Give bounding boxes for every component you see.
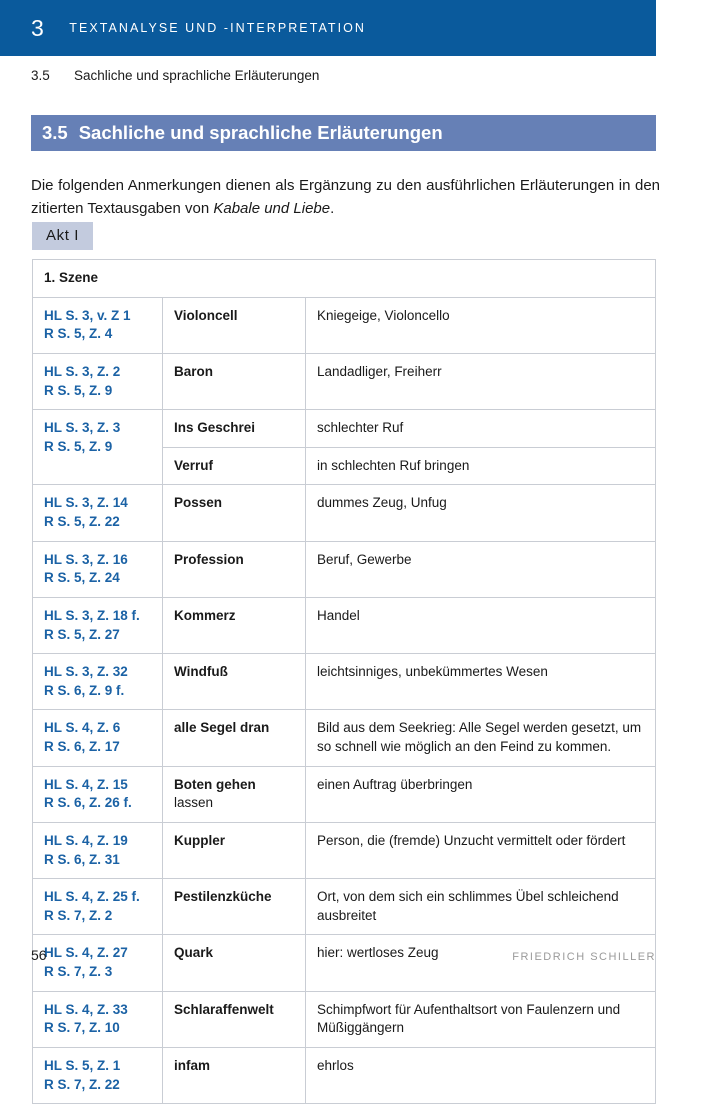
reference-cell bbox=[33, 353, 163, 409]
gloss-cell: leichtsinniges, unbekümmertes Wesen bbox=[306, 654, 656, 710]
reference-line: HL S. 4, Z. 33 bbox=[44, 1001, 128, 1017]
reference-line: R S. 5, Z. 9 bbox=[44, 438, 113, 454]
glossary-table bbox=[32, 259, 656, 1104]
reference-line: HL S. 4, Z. 15 bbox=[44, 776, 128, 792]
breadcrumb bbox=[31, 68, 319, 83]
gloss-cell: dummes Zeug, Unfug bbox=[306, 485, 656, 541]
reference-cell bbox=[33, 1047, 163, 1103]
term-cell: Ins Geschrei bbox=[163, 410, 306, 448]
intro-paragraph bbox=[31, 175, 660, 221]
table-row bbox=[33, 597, 656, 653]
reference-line: R S. 7, Z. 22 bbox=[44, 1076, 120, 1092]
chapter-title: TEXTANALYSE UND -INTERPRETATION bbox=[69, 21, 366, 35]
gloss-cell: hier: wertloses Zeug bbox=[306, 935, 656, 991]
running-head-band bbox=[0, 0, 656, 56]
footer-brand: FRIEDRICH SCHILLER bbox=[512, 951, 656, 963]
reference-cell bbox=[33, 710, 163, 766]
table-row bbox=[33, 410, 656, 448]
reference-line: R S. 6, Z. 9 f. bbox=[44, 682, 125, 698]
section-heading-band bbox=[31, 115, 656, 151]
reference-line: R S. 5, Z. 22 bbox=[44, 514, 120, 529]
reference-line: HL S. 3, v. Z 1 bbox=[44, 307, 131, 323]
scene-header-cell: 1. Szene bbox=[33, 260, 656, 298]
section-number: 3.5 bbox=[42, 122, 68, 143]
reference-line: HL S. 3, Z. 14 bbox=[44, 495, 128, 511]
breadcrumb-number: 3.5 bbox=[31, 68, 50, 83]
reference-line: HL S. 3, Z. 2 bbox=[44, 363, 121, 379]
reference-line: HL S. 4, Z. 19 bbox=[44, 832, 128, 848]
reference-line: HL S. 3, Z. 32 bbox=[44, 664, 128, 680]
reference-line: R S. 7, Z. 2 bbox=[44, 907, 113, 923]
reference-line: HL S. 3, Z. 16 bbox=[44, 551, 128, 567]
reference-line: R S. 7, Z. 10 bbox=[44, 1020, 120, 1036]
term-continuation: lassen bbox=[174, 795, 214, 811]
reference-line: HL S. 3, Z. 3 bbox=[44, 420, 121, 436]
gloss-cell: in schlechten Ruf bringen bbox=[306, 447, 656, 485]
reference-line: R S. 6, Z. 26 f. bbox=[44, 795, 132, 811]
intro-text-before: Die folgenden Anmerkungen dienen als Ergänzung zu den ausführlichen Erläuterungen in den zitierten Textausgaben von bbox=[31, 177, 660, 217]
gloss-cell: ehrlos bbox=[306, 1047, 656, 1103]
reference-cell bbox=[33, 654, 163, 710]
reference-cell bbox=[33, 541, 163, 597]
glossary-table-body bbox=[33, 260, 656, 1104]
reference-line: R S. 5, Z. 27 bbox=[44, 626, 120, 642]
gloss-cell: Beruf, Gewerbe bbox=[306, 541, 656, 597]
reference-line: R S. 6, Z. 17 bbox=[44, 739, 120, 754]
reference-line: R S. 6, Z. 31 bbox=[44, 851, 120, 867]
reference-line: HL S. 3, Z. 18 f. bbox=[44, 607, 140, 623]
reference-cell bbox=[33, 935, 163, 991]
term-cell: Pestilenzküche bbox=[163, 879, 306, 935]
breadcrumb-title: Sachliche und sprachliche Erläuterungen bbox=[74, 68, 320, 83]
act-badge: Akt I bbox=[32, 222, 93, 250]
table-row bbox=[33, 654, 656, 710]
term-cell: alle Segel dran bbox=[163, 710, 306, 766]
term-cell: Boten gehen lassen bbox=[163, 766, 306, 822]
reference-line: HL S. 5, Z. 1 bbox=[44, 1057, 121, 1073]
reference-cell bbox=[33, 879, 163, 935]
table-row bbox=[33, 879, 656, 935]
reference-line: R S. 5, Z. 24 bbox=[44, 570, 120, 586]
gloss-cell: Schimpfwort für Aufenthaltsort von Faulenzern und Müßiggängern bbox=[306, 991, 656, 1047]
gloss-cell: schlechter Ruf bbox=[306, 410, 656, 448]
term-cell: Verruf bbox=[163, 447, 306, 485]
term-cell: Profession bbox=[163, 541, 306, 597]
reference-cell bbox=[33, 597, 163, 653]
term-cell: Baron bbox=[163, 353, 306, 409]
gloss-cell: Ort, von dem sich ein schlimmes Übel schleichend ausbreitet bbox=[306, 879, 656, 935]
gloss-cell: Person, die (fremde) Unzucht vermittelt oder fördert bbox=[306, 822, 656, 878]
gloss-cell: Landadliger, Freiherr bbox=[306, 353, 656, 409]
table-row bbox=[33, 766, 656, 822]
reference-line: R S. 5, Z. 4 bbox=[44, 326, 113, 342]
term-cell: Violoncell bbox=[163, 297, 306, 353]
scene-header-row bbox=[33, 260, 656, 298]
reference-line: R S. 7, Z. 3 bbox=[44, 964, 113, 979]
table-row bbox=[33, 822, 656, 878]
table-row bbox=[33, 353, 656, 409]
reference-cell bbox=[33, 297, 163, 353]
reference-cell bbox=[33, 410, 163, 485]
term-cell: Kommerz bbox=[163, 597, 306, 653]
glossary-table-wrapper bbox=[32, 259, 656, 1104]
term-cell: Possen bbox=[163, 485, 306, 541]
gloss-cell: Kniegeige, Violoncello bbox=[306, 297, 656, 353]
work-title: Kabale und Liebe bbox=[213, 199, 331, 217]
reference-line: HL S. 4, Z. 27 bbox=[44, 945, 128, 961]
table-row bbox=[33, 710, 656, 766]
intro-text-after: . bbox=[330, 199, 335, 217]
chapter-number: 3 bbox=[31, 14, 45, 41]
gloss-cell: Bild aus dem Seekrieg: Alle Segel werden gesetzt, um so schnell wie möglich an den Feind zu kommen. bbox=[306, 710, 656, 766]
term-cell: Schlaraffenwelt bbox=[163, 991, 306, 1047]
term-cell: Windfuß bbox=[163, 654, 306, 710]
section-title: Sachliche und sprachliche Erläuterungen bbox=[78, 122, 443, 143]
reference-cell bbox=[33, 822, 163, 878]
table-row bbox=[33, 297, 656, 353]
reference-cell bbox=[33, 485, 163, 541]
gloss-cell: einen Auftrag überbringen bbox=[306, 766, 656, 822]
reference-line: HL S. 4, Z. 6 bbox=[44, 720, 121, 736]
page-number: 56 bbox=[31, 947, 47, 963]
reference-line: HL S. 4, Z. 25 f. bbox=[44, 889, 140, 905]
table-row bbox=[33, 485, 656, 541]
gloss-cell: Handel bbox=[306, 597, 656, 653]
reference-cell bbox=[33, 766, 163, 822]
term-cell: Quark bbox=[163, 935, 306, 991]
table-row bbox=[33, 1047, 656, 1103]
term-cell: Kuppler bbox=[163, 822, 306, 878]
table-row bbox=[33, 541, 656, 597]
reference-line: R S. 5, Z. 9 bbox=[44, 382, 113, 398]
table-row bbox=[33, 935, 656, 991]
term-cell: infam bbox=[163, 1047, 306, 1103]
